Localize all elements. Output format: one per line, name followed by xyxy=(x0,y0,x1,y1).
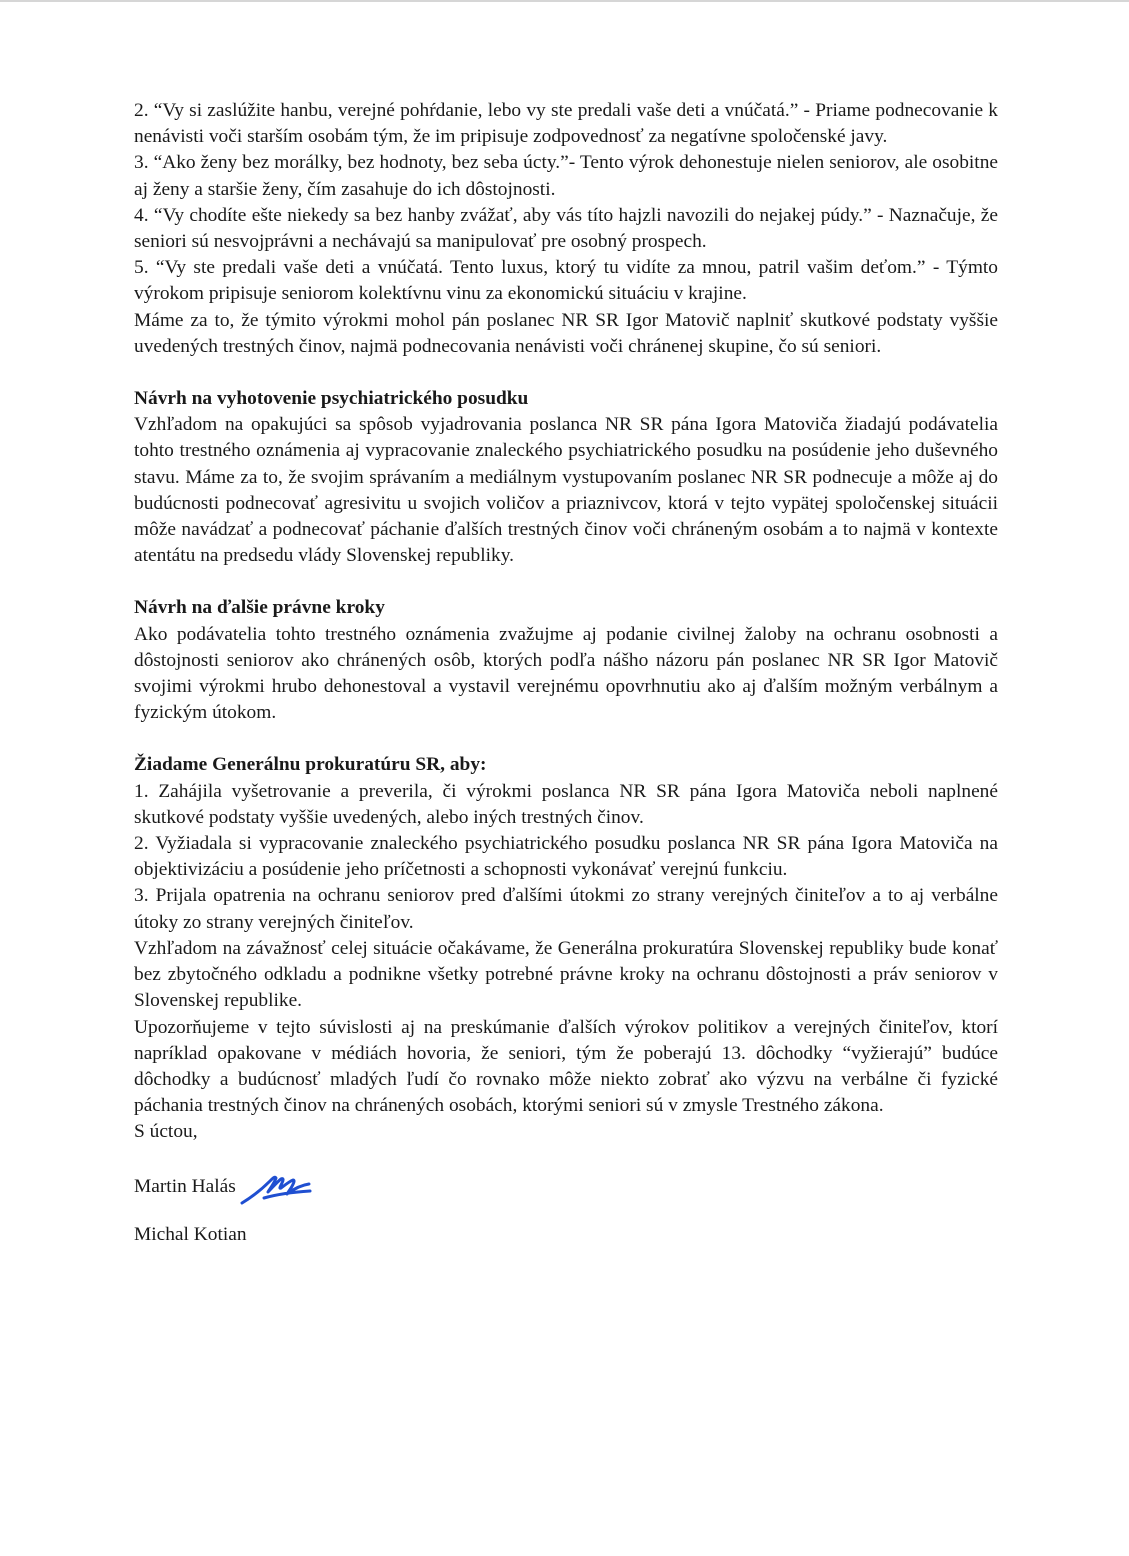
paragraph-gap xyxy=(134,726,998,752)
statements-conclusion: Máme za to, že týmito výrokmi mohol pán poslanec NR SR Igor Matovič naplniť skutkové podstaty vyššie uvedených trestných činov, najmä podnecovania nenávisti voči chránenej skupine, čo sú seniori. xyxy=(134,309,998,357)
request-item-1: 1. Zahájila vyšetrovanie a preverila, či výrokmi poslanca NR SR pána Igora Matoviča neboli naplnené skutkové podstaty vyššie uvedených, alebo iných trestných činov. xyxy=(134,780,998,828)
statement-3: 3. “Ako ženy bez morálky, bez hodnoty, bez seba úcty.”- Tento výrok dehonestuje nielen seniorov, ale osobitne aj ženy a staršie ženy, čím zasahuje do ich dôstojnosti. xyxy=(134,152,998,200)
psychiatric-report-text: Vzhľadom na opakujúci sa spôsob vyjadrovania poslanca NR SR pána Igora Matoviča žiadajú podávatelia tohto trestného oznámenia aj vypracovanie znaleckého psychiatrického posudku na posúdenie jeho duševného stavu. Máme za to, že svojim správaním a mediálnym vystupovaním poslanec NR SR podnecuje a môže aj do budúcnosti podnecovať agresivitu u svojich voličov a priaznivcov, ktorá v tejto vypätej spoločenskej situácii môže navádzať a podnecovať páchanie ďalších trestných činov voči chráneným osobám a to najmä v kontexte atentátu na predsedu vlády Slovenskej republiky. xyxy=(134,414,998,567)
statement-4: 4. “Vy chodíte ešte niekedy sa bez hanby zvážať, aby vás títo hajzli navozili do nejakej púdy.” - Naznačuje, že seniori sú nesvojprávni a nechávajú sa manipulovať pre osobný prospech. xyxy=(134,204,998,253)
paragraph-gap xyxy=(134,360,998,386)
handwritten-signature-icon xyxy=(238,1167,314,1209)
closing-salutation: S úctou, xyxy=(134,1121,198,1143)
heading-request: Žiadame Generálnu prokuratúru SR, aby: xyxy=(134,754,487,776)
statement-2: 2. “Vy si zaslúžite hanbu, verejné pohŕdanie, lebo vy ste predali vaše deti a vnúčatá.” - Priame podnecovanie k nenávisti voči starším osobám tým, že im pripisuje zodpovednosť za negatívne spoločenské javy. xyxy=(134,100,998,148)
signatory-name-1: Martin Halás xyxy=(134,1176,236,1198)
paragraph-gap xyxy=(134,569,998,595)
request-item-2: 2. Vyžiadala si vypracovanie znaleckého psychiatrického posudku poslanca NR SR pána Igora Matoviča na objektivizáciu a posúdenie jeho príčetnosti a schopnosti vykonávať verejnú funkciu. xyxy=(134,833,998,881)
document-body xyxy=(134,98,998,1248)
request-notice: Upozorňujeme v tejto súvislosti aj na preskúmanie ďalších výrokov politikov a verejných činiteľov, ktorí napríklad opakovane v médiách hovoria, že seniori, tým že poberajú 13. dôchodky “vyžierajú” budúce dôchodky a budúcnosť mladých ľudí čo rovnako môže niekto zobrať ako výzvu na verbálne či fyzické páchania trestných činov na chránených osobách, ktorými seniori sú v zmysle Trestného zákona. xyxy=(134,1016,998,1117)
signature-line-2 xyxy=(134,1222,998,1248)
request-item-3: 3. Prijala opatrenia na ochranu seniorov pred ďalšími útokmi zo strany verejných činiteľov a to aj verbálne útoky zo strany verejných činiteľov. xyxy=(134,885,998,933)
statement-5: 5. “Vy ste predali vaše deti a vnúčatá. Tento luxus, ktorý tu vidíte za mnou, patril vašim deťom.” - Týmto výrokom pripisuje seniorom kolektívnu vinu za ekonomickú situáciu v krajine. xyxy=(134,257,998,305)
request-expectation: Vzhľadom na závažnosť celej situácie očakávame, že Generálna prokuratúra Slovenskej republiky bude konať bez zbytočného odkladu a podnikne všetky potrebné právne kroky na ochranu dôstojnosti a práv seniorov v Slovenskej republike. xyxy=(134,937,998,1012)
legal-steps-text: Ako podávatelia tohto trestného oznámenia zvažujme aj podanie civilnej žaloby na ochranu osobnosti a dôstojnosti seniorov ako chránených osôb, ktorých podľa nášho názoru pán poslanec NR SR Igor Matovič svojimi výrokmi hrubo dehonestoval a vystavil verejnému opovrhnutiu ako aj ďalším možným verbálnym a fyzickým útokom. xyxy=(134,623,998,724)
heading-legal-steps: Návrh na ďalšie právne kroky xyxy=(134,597,385,619)
signature-line-1 xyxy=(134,1168,998,1208)
heading-psychiatric-report: Návrh na vyhotovenie psychiatrického posudku xyxy=(134,388,529,410)
signatory-name-2: Michal Kotian xyxy=(134,1223,247,1245)
